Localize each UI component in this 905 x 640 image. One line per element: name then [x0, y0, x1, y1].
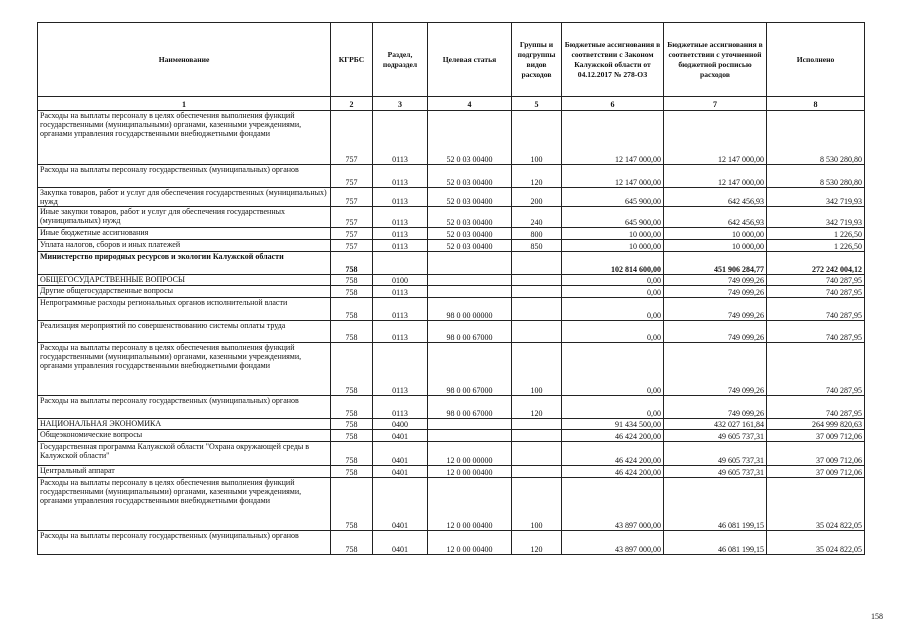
- table-row: [38, 240, 865, 252]
- cell-target: 52 0 03 00400: [428, 240, 512, 252]
- header-law-budget: Бюджетные ассигнования в соответствии с Законом Калужской области от 04.12.2017 № 278-ОЗ: [562, 23, 664, 97]
- table-row: [38, 228, 865, 240]
- cell-executed: 342 719,93: [767, 188, 865, 207]
- cell-kgrbs: 757: [331, 165, 373, 188]
- cell-kgrbs: 758: [331, 396, 373, 419]
- table-row: [38, 343, 865, 396]
- page-number: 158: [871, 612, 883, 621]
- cell-group: [512, 442, 562, 466]
- cell-group: 100: [512, 111, 562, 165]
- cell-group: 200: [512, 188, 562, 207]
- cell-law-budget: 10 000,00: [562, 240, 664, 252]
- cell-refined-budget: 749 099,26: [664, 298, 767, 321]
- cell-executed: 264 999 820,63: [767, 419, 865, 430]
- cell-section: 0113: [373, 321, 428, 343]
- cell-group: 800: [512, 228, 562, 240]
- cell-target: 98 0 00 67000: [428, 343, 512, 396]
- cell-section: 0401: [373, 430, 428, 442]
- cell-law-budget: 46 424 200,00: [562, 442, 664, 466]
- table-row: [38, 298, 865, 321]
- cell-target: 98 0 00 67000: [428, 396, 512, 419]
- cell-group: 100: [512, 478, 562, 531]
- cell-section: 0113: [373, 286, 428, 298]
- cell-law-budget: 0,00: [562, 321, 664, 343]
- header-kgrbs: КГРБС: [331, 23, 373, 97]
- budget-table: [37, 22, 865, 555]
- column-number: 7: [664, 97, 767, 111]
- cell-section: 0113: [373, 343, 428, 396]
- cell-section: 0113: [373, 298, 428, 321]
- cell-section: 0401: [373, 478, 428, 531]
- column-number: 3: [373, 97, 428, 111]
- cell-name: Иные закупки товаров, работ и услуг для обеспечения государственных (муниципальных) нужд: [38, 207, 331, 228]
- cell-target: 98 0 00 00000: [428, 298, 512, 321]
- header-refined-budget: Бюджетные ассигнования в соответствии с уточненной бюджетной росписью расходов: [664, 23, 767, 97]
- cell-name: Министерство природных ресурсов и экологии Калужской области: [38, 252, 331, 275]
- cell-kgrbs: 757: [331, 188, 373, 207]
- cell-kgrbs: 758: [331, 321, 373, 343]
- column-number: 4: [428, 97, 512, 111]
- table-row: [38, 430, 865, 442]
- cell-target: 12 0 00 00000: [428, 442, 512, 466]
- table-header: [38, 23, 865, 111]
- cell-kgrbs: 758: [331, 343, 373, 396]
- cell-target: 52 0 03 00400: [428, 228, 512, 240]
- cell-kgrbs: 758: [331, 430, 373, 442]
- cell-section: 0400: [373, 419, 428, 430]
- cell-refined-budget: 432 027 161,84: [664, 419, 767, 430]
- table-row: [38, 188, 865, 207]
- cell-executed: 8 530 280,80: [767, 165, 865, 188]
- cell-law-budget: 43 897 000,00: [562, 531, 664, 555]
- header-section: Раздел, подраздел: [373, 23, 428, 97]
- cell-kgrbs: 758: [331, 286, 373, 298]
- cell-kgrbs: 758: [331, 252, 373, 275]
- cell-group: 100: [512, 343, 562, 396]
- cell-executed: 37 009 712,06: [767, 466, 865, 478]
- cell-refined-budget: 46 081 199,15: [664, 478, 767, 531]
- table-body: [38, 111, 865, 555]
- column-number: 8: [767, 97, 865, 111]
- table-row: [38, 286, 865, 298]
- table-row: [38, 478, 865, 531]
- cell-target: [428, 286, 512, 298]
- cell-law-budget: 0,00: [562, 396, 664, 419]
- cell-kgrbs: 758: [331, 478, 373, 531]
- cell-name: Расходы на выплаты персоналу в целях обеспечения выполнения функций государственными (муниципальными) органами, казенными учреждениями, органами управления государственными внебюджетными фондами: [38, 478, 331, 531]
- cell-law-budget: 645 900,00: [562, 207, 664, 228]
- cell-section: [373, 252, 428, 275]
- cell-refined-budget: 749 099,26: [664, 343, 767, 396]
- cell-group: 120: [512, 531, 562, 555]
- cell-section: 0113: [373, 207, 428, 228]
- cell-section: 0113: [373, 111, 428, 165]
- cell-refined-budget: 12 147 000,00: [664, 165, 767, 188]
- cell-executed: 740 287,95: [767, 396, 865, 419]
- cell-name: Общеэкономические вопросы: [38, 430, 331, 442]
- cell-refined-budget: 642 456,93: [664, 207, 767, 228]
- cell-refined-budget: 49 605 737,31: [664, 466, 767, 478]
- cell-law-budget: 102 814 600,00: [562, 252, 664, 275]
- header-name: Наименование: [38, 23, 331, 97]
- cell-refined-budget: 749 099,26: [664, 275, 767, 286]
- cell-section: 0100: [373, 275, 428, 286]
- cell-kgrbs: 758: [331, 442, 373, 466]
- cell-refined-budget: 10 000,00: [664, 240, 767, 252]
- header-groups: Группы и подгруппы видов расходов: [512, 23, 562, 97]
- cell-executed: 272 242 004,12: [767, 252, 865, 275]
- cell-law-budget: 12 147 000,00: [562, 165, 664, 188]
- cell-group: [512, 466, 562, 478]
- cell-executed: 35 024 822,05: [767, 531, 865, 555]
- cell-kgrbs: 758: [331, 275, 373, 286]
- cell-refined-budget: 642 456,93: [664, 188, 767, 207]
- cell-law-budget: 46 424 200,00: [562, 430, 664, 442]
- cell-name: Другие общегосударственные вопросы: [38, 286, 331, 298]
- cell-target: 12 0 00 00400: [428, 531, 512, 555]
- cell-section: 0401: [373, 442, 428, 466]
- column-number: 1: [38, 97, 331, 111]
- table-row: [38, 252, 865, 275]
- cell-refined-budget: 749 099,26: [664, 286, 767, 298]
- cell-name: ОБЩЕГОСУДАРСТВЕННЫЕ ВОПРОСЫ: [38, 275, 331, 286]
- cell-refined-budget: 49 605 737,31: [664, 442, 767, 466]
- cell-group: [512, 419, 562, 430]
- cell-name: Уплата налогов, сборов и иных платежей: [38, 240, 331, 252]
- table-row: [38, 531, 865, 555]
- cell-executed: 740 287,95: [767, 321, 865, 343]
- cell-section: 0113: [373, 396, 428, 419]
- table-row: [38, 207, 865, 228]
- cell-executed: 37 009 712,06: [767, 430, 865, 442]
- cell-kgrbs: 757: [331, 207, 373, 228]
- cell-law-budget: 645 900,00: [562, 188, 664, 207]
- cell-name: Закупка товаров, работ и услуг для обеспечения государственных (муниципальных) нужд: [38, 188, 331, 207]
- cell-target: 12 0 00 00400: [428, 466, 512, 478]
- cell-target: [428, 252, 512, 275]
- cell-kgrbs: 757: [331, 240, 373, 252]
- cell-refined-budget: 749 099,26: [664, 396, 767, 419]
- cell-kgrbs: 758: [331, 531, 373, 555]
- cell-target: [428, 419, 512, 430]
- cell-refined-budget: 12 147 000,00: [664, 111, 767, 165]
- cell-group: [512, 252, 562, 275]
- cell-executed: 8 530 280,80: [767, 111, 865, 165]
- cell-name: Непрограммные расходы региональных органов исполнительной власти: [38, 298, 331, 321]
- cell-target: [428, 430, 512, 442]
- cell-law-budget: 10 000,00: [562, 228, 664, 240]
- cell-executed: 35 024 822,05: [767, 478, 865, 531]
- column-number: 5: [512, 97, 562, 111]
- header-target: Целевая статья: [428, 23, 512, 97]
- cell-kgrbs: 758: [331, 419, 373, 430]
- cell-refined-budget: 749 099,26: [664, 321, 767, 343]
- cell-law-budget: 43 897 000,00: [562, 478, 664, 531]
- cell-executed: 740 287,95: [767, 286, 865, 298]
- cell-name: НАЦИОНАЛЬНАЯ ЭКОНОМИКА: [38, 419, 331, 430]
- cell-law-budget: 0,00: [562, 286, 664, 298]
- table-row: [38, 165, 865, 188]
- cell-executed: 740 287,95: [767, 298, 865, 321]
- cell-target: 52 0 03 00400: [428, 111, 512, 165]
- cell-kgrbs: 757: [331, 228, 373, 240]
- cell-refined-budget: 10 000,00: [664, 228, 767, 240]
- cell-group: 120: [512, 165, 562, 188]
- table-row: [38, 442, 865, 466]
- cell-law-budget: 0,00: [562, 275, 664, 286]
- cell-target: [428, 275, 512, 286]
- cell-executed: 1 226,50: [767, 240, 865, 252]
- cell-executed: 740 287,95: [767, 343, 865, 396]
- cell-law-budget: 12 147 000,00: [562, 111, 664, 165]
- cell-group: [512, 321, 562, 343]
- cell-kgrbs: 758: [331, 466, 373, 478]
- cell-name: Расходы на выплаты персоналу государственных (муниципальных) органов: [38, 396, 331, 419]
- cell-section: 0113: [373, 165, 428, 188]
- cell-name: Расходы на выплаты персоналу государственных (муниципальных) органов: [38, 531, 331, 555]
- cell-section: 0401: [373, 531, 428, 555]
- cell-group: [512, 298, 562, 321]
- cell-kgrbs: 757: [331, 111, 373, 165]
- cell-target: 98 0 00 67000: [428, 321, 512, 343]
- cell-target: 52 0 03 00400: [428, 207, 512, 228]
- cell-target: 12 0 00 00400: [428, 478, 512, 531]
- cell-section: 0113: [373, 228, 428, 240]
- table-row: [38, 396, 865, 419]
- cell-executed: 342 719,93: [767, 207, 865, 228]
- cell-group: [512, 286, 562, 298]
- table-row: [38, 321, 865, 343]
- cell-target: 52 0 03 00400: [428, 165, 512, 188]
- cell-law-budget: 0,00: [562, 343, 664, 396]
- table-row: [38, 111, 865, 165]
- table-row: [38, 466, 865, 478]
- cell-name: Центральный аппарат: [38, 466, 331, 478]
- cell-group: [512, 275, 562, 286]
- cell-group: 120: [512, 396, 562, 419]
- cell-section: 0113: [373, 188, 428, 207]
- cell-group: 850: [512, 240, 562, 252]
- cell-law-budget: 46 424 200,00: [562, 466, 664, 478]
- cell-name: Расходы на выплаты персоналу в целях обеспечения выполнения функций государственными (муниципальными) органами, казенными учреждениями, органами управления государственными внебюджетными фондами: [38, 111, 331, 165]
- cell-name: Государственная программа Калужской области "Охрана окружающей среды в Калужской области": [38, 442, 331, 466]
- cell-executed: 740 287,95: [767, 275, 865, 286]
- cell-target: 52 0 03 00400: [428, 188, 512, 207]
- cell-executed: 37 009 712,06: [767, 442, 865, 466]
- cell-name: Расходы на выплаты персоналу в целях обеспечения выполнения функций государственными (муниципальными) органами, казенными учреждениями, органами управления государственными внебюджетными фондами: [38, 343, 331, 396]
- cell-refined-budget: 451 906 284,77: [664, 252, 767, 275]
- cell-name: Расходы на выплаты персоналу государственных (муниципальных) органов: [38, 165, 331, 188]
- table-row: [38, 419, 865, 430]
- cell-law-budget: 91 434 500,00: [562, 419, 664, 430]
- cell-name: Реализация мероприятий по совершенствованию системы оплаты труда: [38, 321, 331, 343]
- cell-group: [512, 430, 562, 442]
- header-executed: Исполнено: [767, 23, 865, 97]
- cell-name: Иные бюджетные ассигнования: [38, 228, 331, 240]
- cell-refined-budget: 46 081 199,15: [664, 531, 767, 555]
- table-row: [38, 275, 865, 286]
- cell-refined-budget: 49 605 737,31: [664, 430, 767, 442]
- cell-kgrbs: 758: [331, 298, 373, 321]
- column-number: 6: [562, 97, 664, 111]
- cell-section: 0401: [373, 466, 428, 478]
- column-number: 2: [331, 97, 373, 111]
- cell-section: 0113: [373, 240, 428, 252]
- cell-group: 240: [512, 207, 562, 228]
- cell-executed: 1 226,50: [767, 228, 865, 240]
- cell-law-budget: 0,00: [562, 298, 664, 321]
